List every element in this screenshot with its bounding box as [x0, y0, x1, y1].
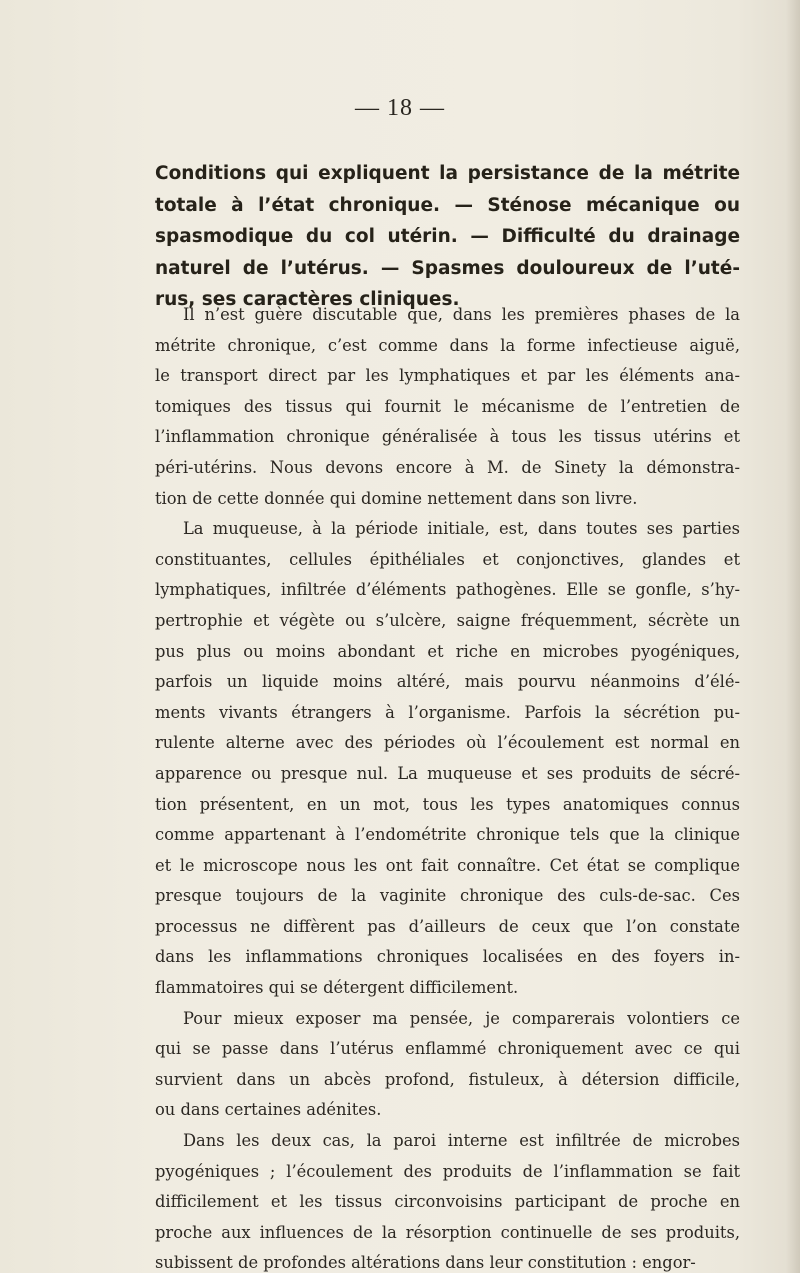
page-edge-shadow [786, 0, 800, 1273]
text-line: rulente alterne avec des périodes où l’écoulement est normal en [155, 733, 740, 753]
text-line: qui se passe dans l’utérus enflammé chroniquement avec ce qui [155, 1039, 740, 1059]
heading-line: rus, ses caractères cliniques. [155, 289, 460, 310]
text-line: et le microscope nous les ont fait connaître. Cet état se complique [155, 855, 740, 875]
text-line: Pour mieux exposer ma pensée, je comparerais volontiers ce [183, 1008, 740, 1028]
text-line: apparence ou presque nul. La muqueuse et ses produits de sécré- [155, 763, 740, 783]
text-line: tion présentent, en un mot, tous les types anatomiques connus [155, 794, 740, 814]
text-line: ou dans certaines adénites. [155, 1100, 382, 1120]
text-line: Dans les deux cas, la paroi interne est infiltrée de microbes [183, 1131, 740, 1151]
heading-line: totale à l’état chronique. — Sténose mécanique ou [155, 194, 740, 216]
text-line: pertrophie et végète ou s’ulcère, saigne fréquemment, sécrète un [155, 610, 740, 630]
heading-line: spasmodique du col utérin. — Difficulté du drainage [155, 226, 740, 247]
text-line: tomiques des tissus qui fournit le mécanisme de l’entretien de [155, 396, 740, 416]
heading-line: naturel de l’utérus. — Spasmes douloureux de l’uté- [155, 257, 740, 279]
text-line: l’inflammation chronique généralisée à tous les tissus utérins et [155, 427, 740, 447]
text-line: La muqueuse, à la période initiale, est, dans toutes ses parties [183, 519, 740, 539]
text-line: Il n’est guère discutable que, dans les premières phases de la [183, 305, 740, 324]
text-line: proche aux influences de la résorption continuelle de ses produits, [155, 1222, 740, 1242]
text-line: ments vivants étrangers à l’organisme. Parfois la sécrétion pu- [155, 702, 740, 722]
text-line: pyogéniques ; l’écoulement des produits de l’inflammation se fait [155, 1161, 740, 1181]
section-heading [155, 158, 740, 316]
text-line: dans les inflammations chroniques localisées en des foyers in- [155, 947, 740, 967]
text-line: constituantes, cellules épithéliales et conjonctives, glandes et [155, 549, 740, 569]
text-line: métrite chronique, c’est comme dans la forme infectieuse aiguë, [155, 335, 740, 355]
text-line: lymphatiques, infiltrée d’éléments pathogènes. Elle se gonfle, s’hy- [155, 580, 740, 600]
text-line: subissent de profondes altérations dans leur constitution : engor- [155, 1253, 696, 1273]
text-line: comme appartenant à l’endométrite chronique tels que la clinique [155, 825, 740, 845]
text-line: péri-utérins. Nous devons encore à M. de Sinety la démonstra- [155, 457, 740, 477]
text-line: processus ne diffèrent pas d’ailleurs de ceux que l’on constate [155, 916, 740, 936]
text-line: flammatoires qui se détergent difficilement. [155, 978, 519, 998]
text-line: le transport direct par les lymphatiques et par les éléments ana- [155, 366, 740, 386]
text-line: tion de cette donnée qui domine nettement dans son livre. [155, 488, 638, 508]
text-line: pus plus ou moins abondant et riche en microbes pyogéniques, [155, 641, 740, 661]
text-line: survient dans un abcès profond, fistuleux, à détersion difficile, [155, 1069, 740, 1089]
body-text [155, 300, 740, 1273]
text-line: presque toujours de la vaginite chronique des culs-de-sac. Ces [155, 886, 740, 906]
text-line: difficilement et les tissus circonvoisins participant de proche en [155, 1192, 740, 1212]
heading-line: Conditions qui expliquent la persistance de la métrite [155, 163, 740, 184]
text-line: parfois un liquide moins altéré, mais pourvu néanmoins d’élé- [155, 672, 740, 692]
page-number: — 18 — [355, 95, 445, 121]
